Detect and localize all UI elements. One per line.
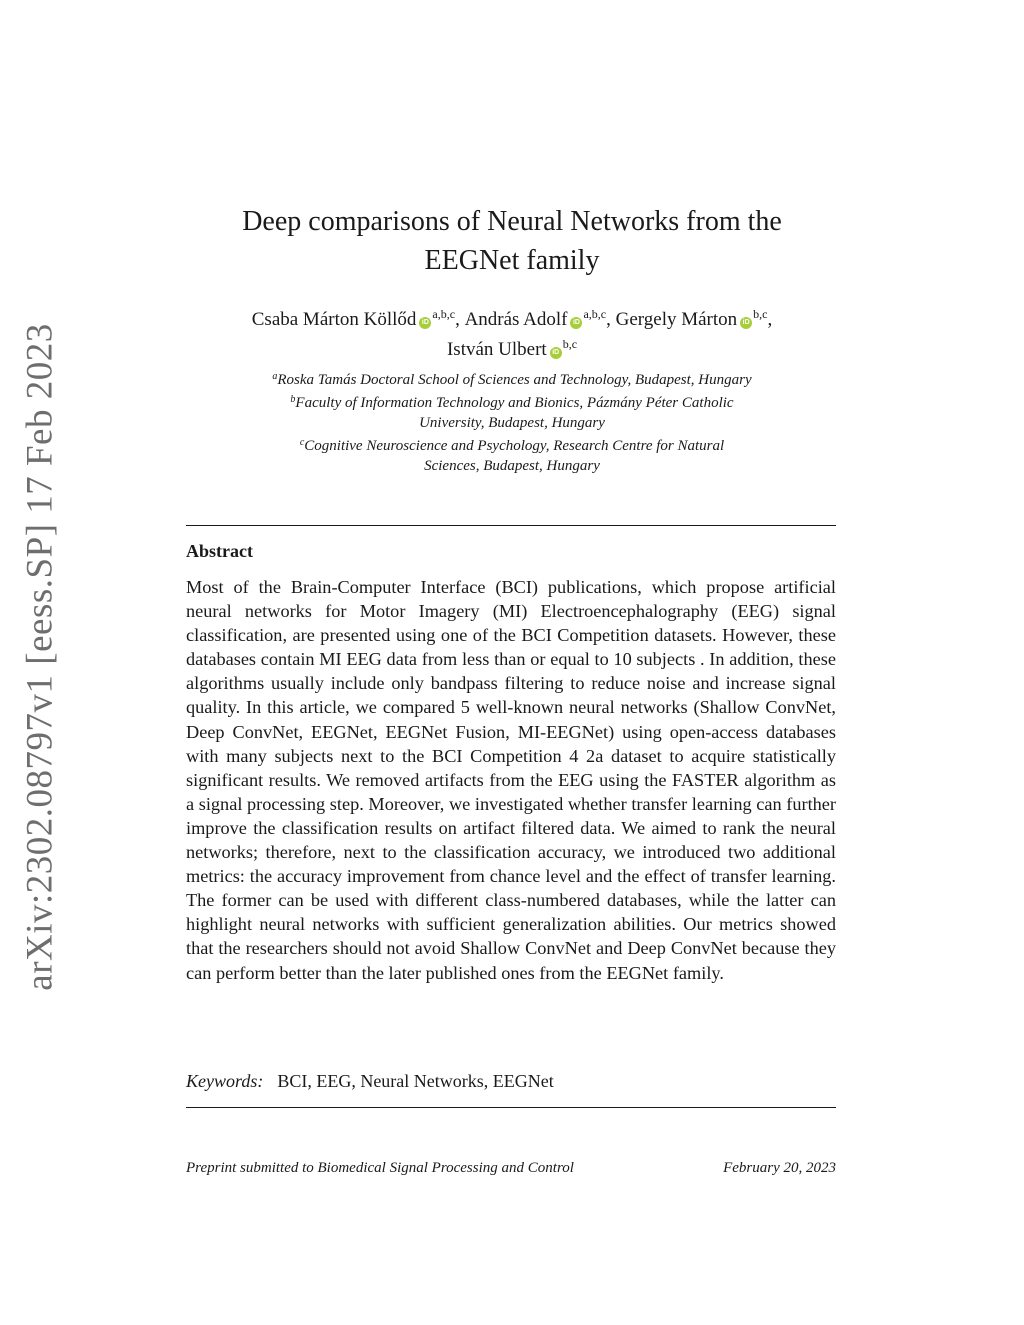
affiliation-text: Cognitive Neuroscience and Psychology, Research Centre for Natural (304, 438, 725, 454)
footer-journal: Preprint submitted to Biomedical Signal Processing and Control (186, 1160, 574, 1176)
author-separator: , (767, 309, 773, 330)
orcid-icon[interactable]: iD (570, 317, 582, 329)
author-separator: , (455, 309, 465, 330)
author-2 (465, 309, 616, 330)
author-4 (447, 339, 577, 360)
author-affiliation-marks: a,b,c (583, 307, 607, 321)
affiliation-text: Sciences, Budapest, Hungary (424, 458, 600, 474)
affiliation-text: Faculty of Information Technology and Bionics, Pázmány Péter Catholic (295, 395, 734, 411)
affiliation-c (210, 433, 814, 476)
affiliation-mark: a (272, 371, 278, 382)
paper-title (190, 202, 834, 280)
author-affiliation-marks: b,c (753, 307, 768, 321)
orcid-icon[interactable]: iD (550, 347, 562, 359)
author-1 (252, 309, 465, 330)
affiliation-list (210, 367, 814, 476)
author-name: Csaba Márton Köllőd (251, 309, 417, 330)
affiliation-mark: c (299, 437, 305, 448)
author-affiliation-marks: b,c (562, 337, 578, 351)
author-3 (616, 309, 773, 330)
keywords-label: Keywords: (186, 1071, 264, 1091)
orcid-icon[interactable]: iD (419, 317, 431, 329)
author-name: Gergely Márton (615, 309, 738, 330)
author-affiliation-marks: a,b,c (432, 307, 456, 321)
keywords-value: BCI, EEG, Neural Networks, EEGNet (277, 1071, 554, 1091)
author-name: András Adolf (464, 309, 568, 330)
abstract-text: Most of the Brain-Computer Interface (BCI) publications, which propose artificial neural networks for Motor Imagery (MI) Electroencephalography (EEG) signal classification, are presented using one of the BCI Competition datasets. However, these databases contain MI EEG data from less than or equal to 10 subjects . In addition, these algorithms usually include only bandpass filtering to reduce noise and increase signal quality. In this article, we compared 5 well-known neural networks (Shallow ConvNet, Deep ConvNet, EEGNet, EEGNet Fusion, MI-EEGNet) using open-access databases with many subjects next to the BCI Competition 4 2a dataset to acquire statistically significant results. We removed artifacts from the EEG using the FASTER algorithm as a signal processing step. Moreover, we investigated whether transfer learning can further improve the classification results on artifact filtered data. We aimed to rank the neural networks; therefore, next to the classification accuracy, we introduced two additional metrics: the accuracy improvement from chance level and the effect of transfer learning. The former can be used with different class-numbered databases, while the latter can highlight neural networks with sufficient generalization abilities. Our metrics showed that the researchers should not avoid Shallow ConvNet and Deep ConvNet because they can perform better than the later published ones from the EEGNet family. (186, 577, 836, 983)
abstract-bottom-rule (186, 1107, 836, 1108)
abstract-heading: Abstract (186, 541, 253, 561)
page-footer (186, 1160, 836, 1177)
affiliation-text: University, Budapest, Hungary (419, 415, 605, 431)
author-separator: , (606, 309, 616, 330)
title-line-1: Deep comparisons of Neural Networks from the (242, 206, 782, 237)
keywords-line (186, 1069, 836, 1093)
author-list (190, 302, 834, 362)
abstract-top-rule (186, 525, 836, 526)
affiliation-b (210, 390, 814, 433)
arxiv-identifier-stamp: arXiv:2302.08797v1 [eess.SP] 17 Feb 2023 (19, 323, 61, 991)
affiliation-a (210, 367, 814, 390)
author-name: István Ulbert (446, 339, 547, 360)
orcid-icon[interactable]: iD (740, 317, 752, 329)
footer-date: February 20, 2023 (723, 1160, 836, 1176)
affiliation-text: Roska Tamás Doctoral School of Sciences and Technology, Budapest, Hungary (277, 372, 752, 388)
title-line-2: EEGNet family (424, 245, 600, 276)
affiliation-mark: b (290, 394, 296, 405)
